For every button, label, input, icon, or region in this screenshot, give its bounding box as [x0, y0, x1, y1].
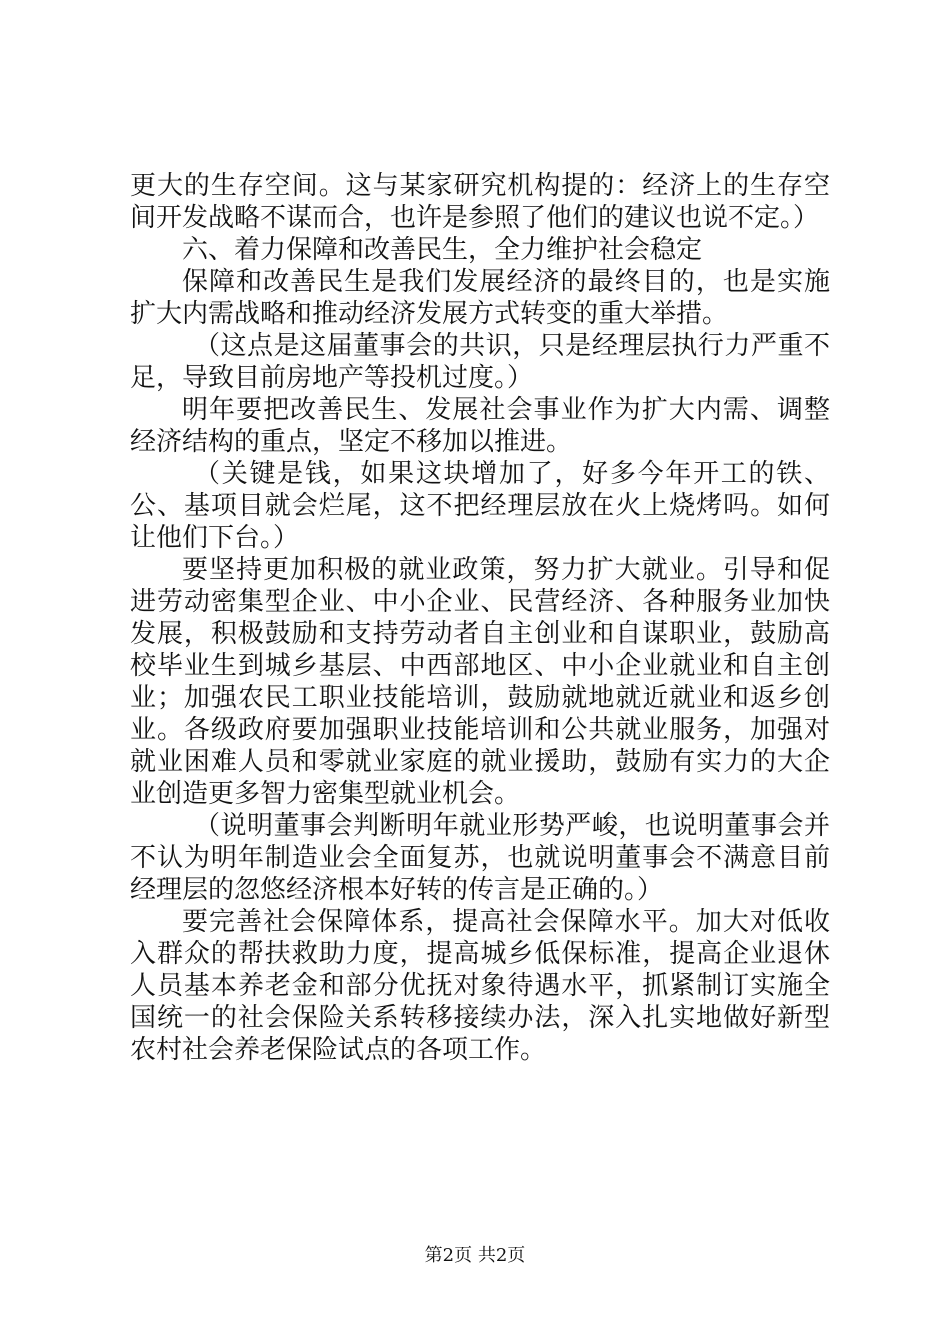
document-body: [130, 170, 830, 1066]
page-number-label: 第2页 共2页: [424, 1245, 526, 1266]
paragraph-continuation: 更大的生存空间。这与某家研究机构提的：经济上的生存空间开发战略不谋而合，也许是参照了他们的建议也说不定。）: [130, 171, 830, 233]
paragraph: 保障和改善民生是我们发展经济的最终目的，也是实施扩大内需战略和推动经济发展方式转变的重大举措。: [130, 267, 830, 329]
section-heading: 六、着力保障和改善民生，全力维护社会稳定: [182, 235, 703, 265]
comment-paragraph: （关键是钱，如果这块增加了，好多今年开工的铁、公、基项目就会烂尾，这不把经理层放在火上烧烤吗。如何让他们下台。）: [130, 459, 830, 553]
paragraph: 要完善社会保障体系，提高社会保障水平。加大对低收入群众的帮扶救助力度，提高城乡低保标准，提高企业退休人员基本养老金和部分优抚对象待遇水平，抓紧制订实施全国统一的社会保险关系转移接续办法，深入扎实地做好新型农村社会养老保险试点的各项工作。: [130, 907, 830, 1065]
comment-paragraph: （说明董事会判断明年就业形势严峻，也说明董事会并不认为明年制造业会全面复苏，也就说明董事会不满意目前经理层的忽悠经济根本好转的传言是正确的。）: [130, 811, 830, 905]
paragraph: 要坚持更加积极的就业政策，努力扩大就业。引导和促进劳动密集型企业、中小企业、民营经济、各种服务业加快发展，积极鼓励和支持劳动者自主创业和自谋职业，鼓励高校毕业生到城乡基层、中西部地区、中小企业就业和自主创业；加强农民工职业技能培训，鼓励就地就近就业和返乡创业。各级政府要加强职业技能培训和公共就业服务，加强对就业困难人员和零就业家庭的就业援助，鼓励有实力的大企业创造更多智力密集型就业机会。: [130, 555, 830, 809]
comment-paragraph: （这点是这届董事会的共识，只是经理层执行力严重不足，导致目前房地产等投机过度。）: [130, 331, 830, 393]
paragraph: 明年要把改善民生、发展社会事业作为扩大内需、调整经济结构的重点，坚定不移加以推进。: [130, 395, 830, 457]
page-footer: [0, 1245, 950, 1267]
